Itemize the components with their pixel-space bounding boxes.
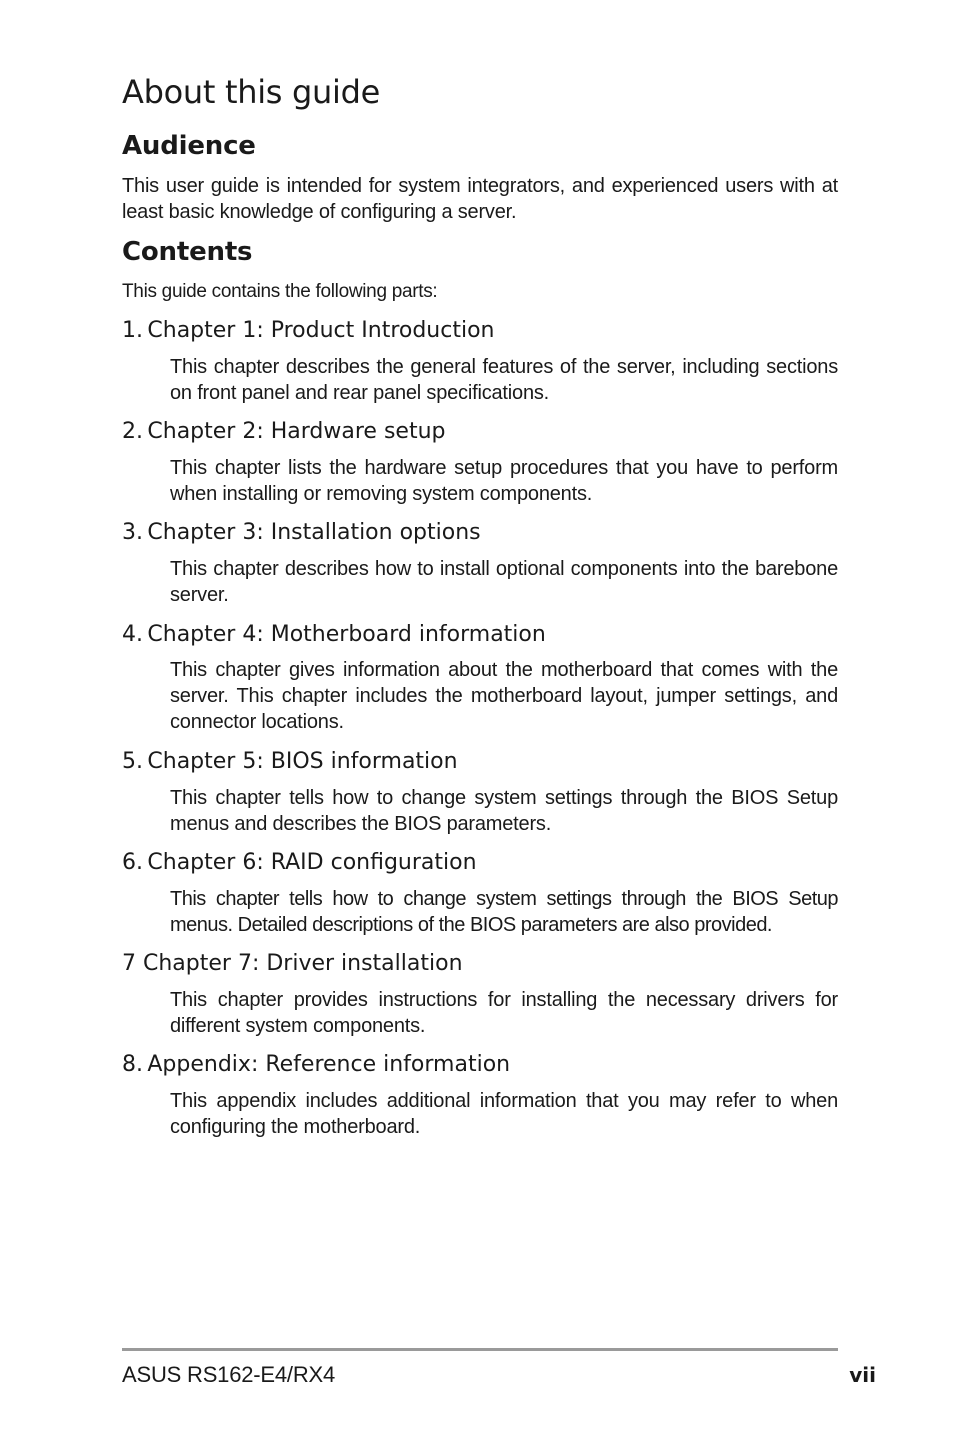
contents-heading: Contents: [122, 237, 253, 267]
contents-intro: This guide contains the following parts:: [122, 281, 438, 302]
chapter-description: This chapter describes how to install optional components into the barebone server.: [170, 558, 838, 606]
chapter-title: 6. Chapter 6: RAID configuration: [122, 850, 477, 875]
chapter-title: 5. Chapter 5: BIOS information: [122, 749, 458, 774]
chapter-description: This chapter lists the hardware setup procedures that you have to perform when installing or removing system components.: [170, 457, 838, 505]
chapter-description: This chapter describes the general features of the server, including sections on front panel and rear panel specifications.: [170, 356, 838, 404]
footer-product-name: ASUS RS162-E4/RX4: [122, 1362, 336, 1387]
chapter-description: This chapter gives information about the motherboard that comes with the server. This chapter includes the motherboard layout, jumper settings, and connector locations.: [170, 659, 838, 733]
chapter-description: This chapter tells how to change system settings through the BIOS Setup menus. Detailed descriptions of the BIOS parameters are also provided.: [170, 888, 838, 936]
audience-heading: Audience: [122, 131, 256, 161]
page-title: About this guide: [122, 73, 381, 111]
chapter-title: 8. Appendix: Reference information: [122, 1052, 511, 1077]
chapter-description: This appendix includes additional information that you may refer to when configuring the motherboard.: [170, 1090, 838, 1138]
chapter-description: This chapter tells how to change system settings through the BIOS Setup menus and describes the BIOS parameters.: [170, 787, 838, 835]
chapter-title: 2. Chapter 2: Hardware setup: [122, 419, 446, 444]
chapter-title: 4. Chapter 4: Motherboard information: [122, 622, 546, 647]
chapter-title: 1. Chapter 1: Product Introduction: [122, 318, 495, 343]
chapter-title: 7 Chapter 7: Driver installation: [122, 951, 463, 976]
chapter-title: 3. Chapter 3: Installation options: [122, 520, 481, 545]
footer-divider: [122, 1348, 838, 1351]
chapter-description: This chapter provides instructions for installing the necessary drivers for different system components.: [170, 989, 838, 1037]
footer-page-number: vii: [849, 1363, 876, 1387]
audience-text: This user guide is intended for system integrators, and experienced users with at least basic knowledge of configuring a server.: [122, 175, 838, 223]
